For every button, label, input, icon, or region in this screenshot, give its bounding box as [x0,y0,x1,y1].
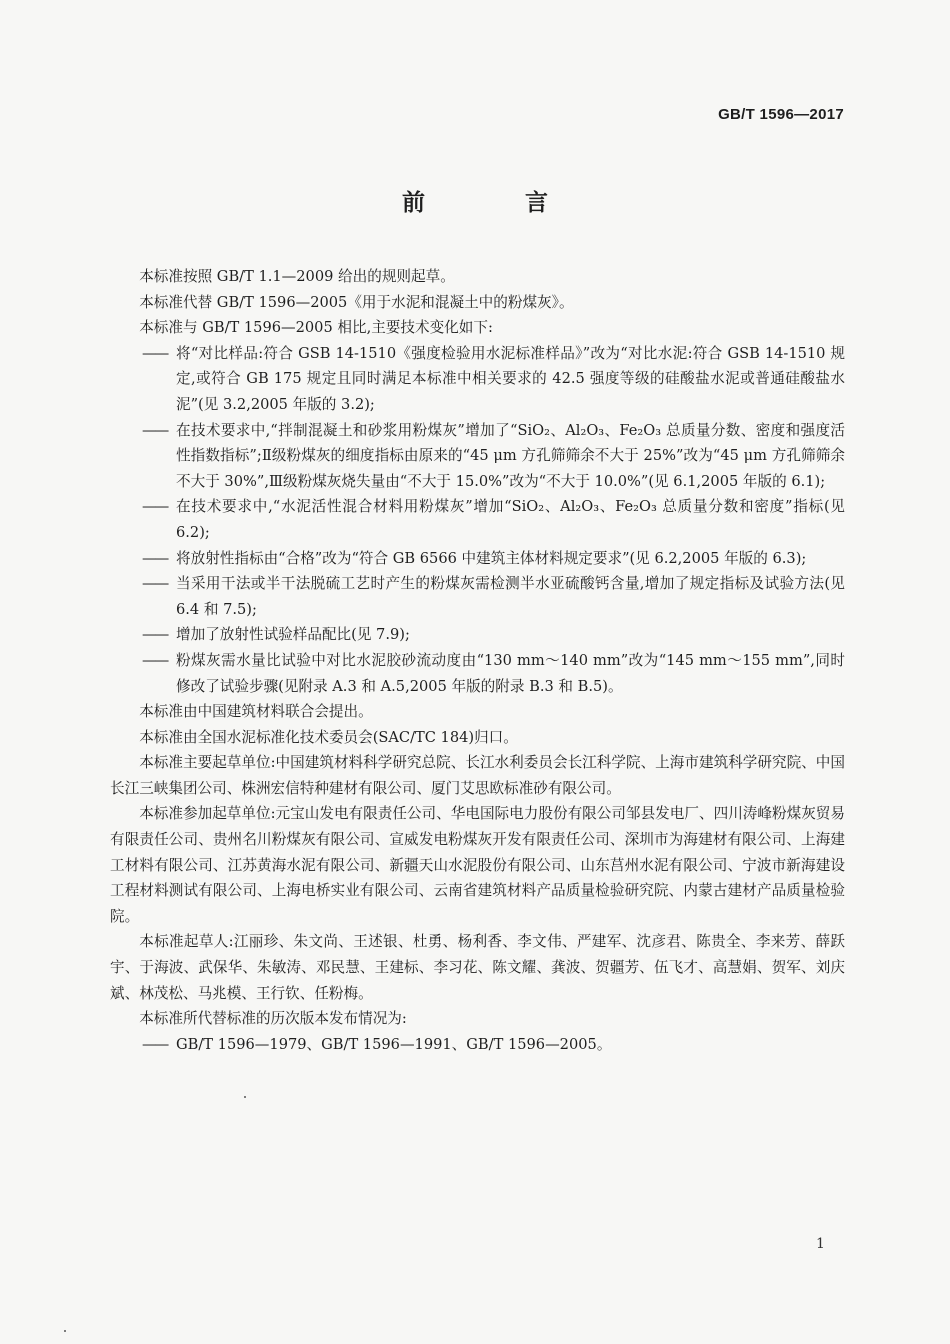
dash-marker: —— [142,626,168,644]
list-item-text: 当采用干法或半干法脱硫工艺时产生的粉煤灰需检测半水亚硫酸钙含量,增加了规定指标及试验方法(见 6.4 和 7.5); [176,575,845,618]
paragraph: 本标准参加起草单位:元宝山发电有限责任公司、华电国际电力股份有限公司邹县发电厂、四川涛峰粉煤灰贸易有限责任公司、贵州名川粉煤灰有限公司、宣威发电粉煤灰开发有限责任公司、深圳市为海建材有限公司、上海建工材料有限公司、江苏黄海水泥有限公司、新疆天山水泥股份有限公司、山东莒州水泥有限公司、宁波市新海建设工程材料测试有限公司、上海电桥实业有限公司、云南省建筑材料产品质量检验研究院、内蒙古建材产品质量检验院。 [110,805,845,925]
scan-speck [64,1330,66,1332]
paragraph: 本标准主要起草单位:中国建筑材料科学研究总院、长江水利委员会长江科学院、上海市建筑科学研究院、中国长江三峡集团公司、株洲宏信特种建材有限公司、厦门艾思欧标准砂有限公司。 [110,754,845,797]
paragraph: 本标准由中国建筑材料联合会提出。 [139,703,373,721]
list-item-text: 将放射性指标由“合格”改为“符合 GB 6566 中建筑主体材料规定要求”(见 6.2,2005 年版的 6.3); [176,549,807,567]
list-item [110,418,845,495]
scan-speck [244,1096,246,1098]
document-body [110,264,845,1057]
dash-marker: —— [142,651,168,669]
dash-marker: —— [142,498,168,516]
dash-marker: —— [142,421,168,439]
history-text: GB/T 1596—1979、GB/T 1596—1991、GB/T 1596—2005。 [176,1035,612,1053]
dash-marker: —— [142,344,168,362]
paragraph: 本标准按照 GB/T 1.1—2009 给出的规则起草。 [139,268,455,285]
paragraph: 本标准由全国水泥标准化技术委员会(SAC/TC 184)归口。 [139,728,518,746]
list-item [110,622,845,648]
paragraph: 本标准所代替标准的历次版本发布情况为: [139,1010,407,1028]
dash-marker: —— [142,1035,168,1053]
list-item-text: 在技术要求中,“水泥活性混合材料用粉煤灰”增加“SiO₂、Al₂O₃、Fe₂O₃ 总质量分数和密度”指标(见 6.2); [176,498,845,541]
list-item [110,494,845,545]
list-item-text: 在技术要求中,“拌制混凝土和砂浆用粉煤灰”增加了“SiO₂、Al₂O₃、Fe₂O₃ 总质量分数、密度和强度活性指数指标”;Ⅱ级粉煤灰的细度指标由原来的“45 μm 方孔筛筛余不大于 25%”改为“45 μm 方孔筛筛余不大于 30%”,Ⅲ级粉煤灰烧失量由“不大于 15.0%”改为“不大于 10.0%”(见 6.1,2005 年版的 6.1); [176,421,845,490]
paragraph: 本标准起草人:江丽珍、朱文尚、王述银、杜勇、杨利香、李文伟、严建军、沈彦君、陈贵全、李来芳、薛跃宇、于海波、武保华、朱敏涛、邓民慧、王建标、李习花、陈文耀、龚波、贺疆芳、伍飞才、高慧娟、贺军、刘庆斌、林茂松、马兆模、王行钦、任粉梅。 [110,933,845,1002]
paragraph: 本标准与 GB/T 1596—2005 相比,主要技术变化如下: [139,319,493,337]
page-number: 1 [816,1236,825,1252]
list-item [110,571,845,622]
dash-marker: —— [142,575,168,593]
page-title: 前 言 [401,190,594,216]
list-item [110,546,845,572]
list-item [110,341,845,418]
list-item-text: 增加了放射性试验样品配比(见 7.9); [176,626,410,644]
list-item-text: 粉煤灰需水量比试验中对比水泥胶砂流动度由“130 mm～140 mm”改为“145 mm～155 mm”,同时修改了试验步骤(见附录 A.3 和 A.5,2005 年版的附录 B.3 和 B.5)。 [176,651,845,695]
list-item [110,648,845,699]
history-item [110,1032,845,1058]
paragraph: 本标准代替 GB/T 1596—2005《用于水泥和混凝土中的粉煤灰》。 [139,293,574,311]
standard-number: GB/T 1596—2017 [718,106,844,123]
list-item-text: 将“对比样品:符合 GSB 14-1510《强度检验用水泥标准样品》”改为“对比水泥:符合 GSB 14-1510 规定,或符合 GB 175 规定且同时满足本标准中相关要求的 42.5 强度等级的硅酸盐水泥或普通硅酸盐水泥”(见 3.2,2005 年版的 3.2); [176,344,845,413]
dash-marker: —— [142,549,168,567]
